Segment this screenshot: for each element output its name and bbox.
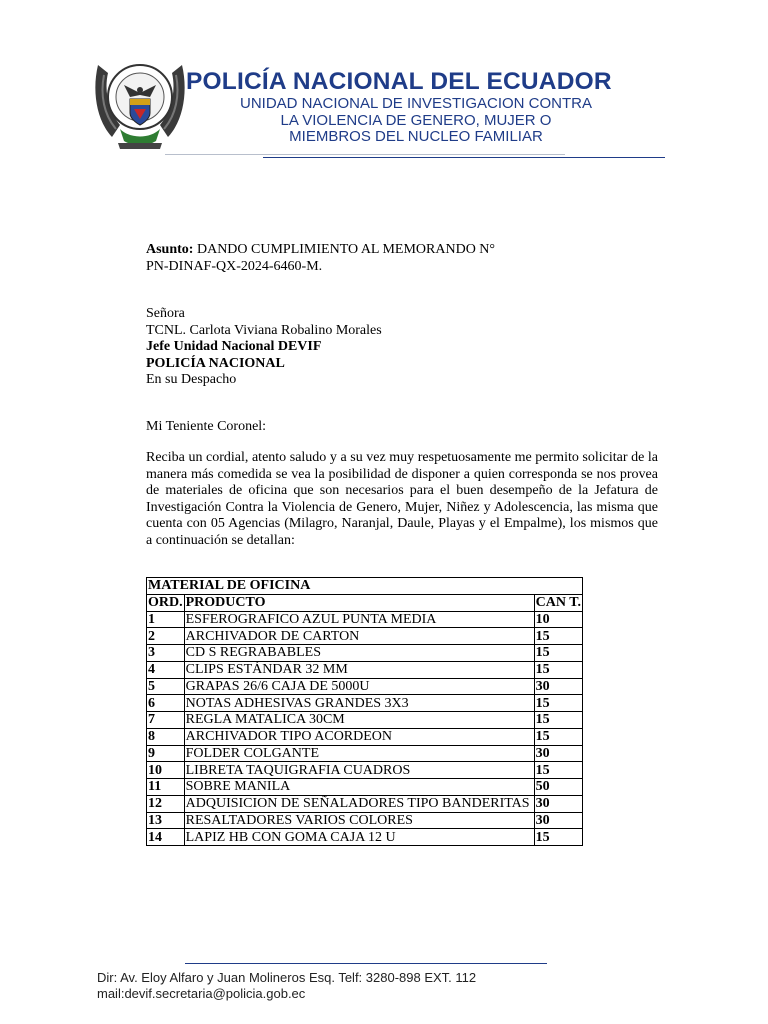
- body-paragraph: Reciba un cordial, atento saludo y a su vez muy respetuosamente me permito solicitar de la manera más comedida se vea la posibilidad de disponer a quien corresponda se nos provea de materiales de oficina que son necesarios para el buen desempeño de la Jefatura de Investigación Contra la Violencia de Genero, Mujer, Niñez y Adolescencia, las misma que cuenta con 05 Agencias (Milagro, Naranjal, Daule, Playas y el Empalme), los mismos que a continuación se detallan:: [146, 450, 658, 548]
- subject-line-2: PN-DINAF-QX-2024-6460-M.: [146, 258, 323, 274]
- row-quantity: 15: [534, 645, 582, 662]
- row-product: CLIPS ESTÁNDAR 32 MM: [184, 661, 534, 678]
- row-product: GRAPAS 26/6 CAJA DE 5000U: [184, 678, 534, 695]
- row-product: ARCHIVADOR DE CARTON: [184, 628, 534, 645]
- recipient-name: TCNL. Carlota Viviana Robalino Morales: [146, 322, 382, 338]
- header-quantity: CAN T.: [535, 595, 582, 611]
- row-quantity: 15: [534, 695, 582, 712]
- row-ord: 14: [147, 829, 185, 846]
- table-row: [147, 645, 583, 662]
- row-ord: 13: [147, 812, 185, 829]
- table-row: [147, 661, 583, 678]
- recipient-block: [146, 306, 382, 389]
- table-row: [147, 762, 583, 779]
- row-ord: 7: [147, 712, 185, 729]
- row-ord: 11: [147, 779, 185, 796]
- table-row: [147, 829, 583, 846]
- unit-subtitle-line-2: LA VIOLENCIA DE GENERO, MUJER O: [280, 111, 552, 129]
- row-quantity: 15: [534, 661, 582, 678]
- unit-subtitle-line-1: UNIDAD NACIONAL DE INVESTIGACION CONTRA: [240, 95, 592, 112]
- row-product: FOLDER COLGANTE: [184, 745, 534, 762]
- row-quantity: 30: [534, 812, 582, 829]
- row-ord: 8: [147, 728, 185, 745]
- row-product: ADQUISICION DE SEÑALADORES TIPO BANDERITAS: [184, 795, 534, 812]
- row-quantity: 15: [534, 728, 582, 745]
- row-quantity: 15: [534, 628, 582, 645]
- table-row: [147, 812, 583, 829]
- footer-divider: [185, 963, 547, 964]
- row-quantity: 15: [534, 712, 582, 729]
- unit-subtitle-line-3: MIEMBROS DEL NUCLEO FAMILIAR: [289, 128, 543, 145]
- row-ord: 2: [147, 628, 185, 645]
- footer-email: mail:devif.secretaria@policia.gob.ec: [97, 986, 306, 1001]
- subject-block: [146, 242, 495, 275]
- row-ord: 12: [147, 795, 185, 812]
- row-quantity: 15: [534, 762, 582, 779]
- table-row: [147, 678, 583, 695]
- footer-address: Dir: Av. Eloy Alfaro y Juan Molineros Esq. Telf: 3280-898 EXT. 112: [97, 970, 477, 985]
- table-row: [147, 695, 583, 712]
- row-product: LAPIZ HB CON GOMA CAJA 12 U: [184, 829, 534, 846]
- police-emblem-logo: [90, 45, 190, 155]
- row-ord: 4: [147, 661, 185, 678]
- recipient-position: Jefe Unidad Nacional DEVIF: [146, 339, 322, 354]
- table-title: MATERIAL DE OFICINA: [147, 578, 583, 595]
- row-quantity: 30: [534, 678, 582, 695]
- header-divider-light: [165, 154, 565, 155]
- table-row: [147, 795, 583, 812]
- table-title-row: [147, 578, 583, 595]
- recipient-institution: POLICÍA NACIONAL: [146, 355, 285, 371]
- table-row: [147, 728, 583, 745]
- footer: [97, 970, 476, 1002]
- header-product: PRODUCTO: [184, 594, 534, 611]
- table-row: [147, 628, 583, 645]
- unit-subtitle: [186, 96, 646, 146]
- row-product: RESALTADORES VARIOS COLORES: [184, 812, 534, 829]
- row-ord: 1: [147, 611, 185, 628]
- row-ord: 3: [147, 645, 185, 662]
- table-row: [147, 611, 583, 628]
- table-row: [147, 779, 583, 796]
- row-product: ESFEROGRAFICO AZUL PUNTA MEDIA: [184, 611, 534, 628]
- row-product: REGLA MATALICA 30CM: [184, 712, 534, 729]
- row-product: ARCHIVADOR TIPO ACORDEON: [184, 728, 534, 745]
- row-ord: 6: [147, 695, 185, 712]
- table-header-row: [147, 594, 583, 611]
- table-row: [147, 745, 583, 762]
- row-ord: 9: [147, 745, 185, 762]
- recipient-location: En su Despacho: [146, 372, 237, 387]
- materials-table: [146, 577, 583, 846]
- row-product: SOBRE MANILA: [184, 779, 534, 796]
- row-ord: 10: [147, 762, 185, 779]
- row-quantity: 30: [534, 745, 582, 762]
- row-quantity: 30: [534, 795, 582, 812]
- row-product: CD S REGRABABLES: [184, 645, 534, 662]
- row-quantity: 15: [534, 829, 582, 846]
- row-quantity: 10: [534, 611, 582, 628]
- greeting: Mi Teniente Coronel:: [146, 419, 267, 434]
- table-row: [147, 712, 583, 729]
- recipient-salutation: Señora: [146, 306, 185, 321]
- row-product: LIBRETA TAQUIGRAFIA CUADROS: [184, 762, 534, 779]
- header-ord: ORD.: [148, 595, 183, 611]
- row-ord: 5: [147, 678, 185, 695]
- subject-label: Asunto:: [146, 242, 194, 257]
- subject-line-1: DANDO CUMPLIMIENTO AL MEMORANDO N°: [193, 242, 496, 257]
- row-product: NOTAS ADHESIVAS GRANDES 3X3: [184, 695, 534, 712]
- organization-title: POLICÍA NACIONAL DEL ECUADOR: [186, 68, 612, 95]
- header-divider-blue: [263, 157, 665, 158]
- row-quantity: 50: [534, 779, 582, 796]
